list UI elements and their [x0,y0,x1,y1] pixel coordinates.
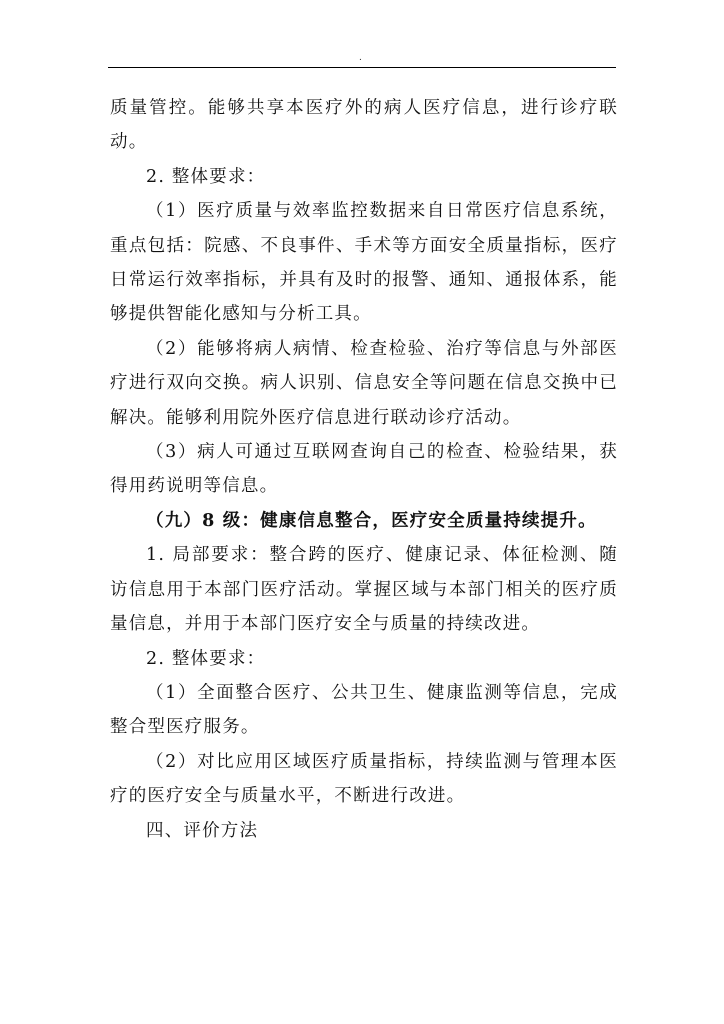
paragraph-item-3: （3）病人可通过互联网查询自己的检查、检验结果，获得用药说明等信息。 [110,442,618,497]
paragraph-overall-requirements-heading-2: 2. 整体要求： [146,648,266,669]
header-rule [108,67,616,68]
paragraph-overall-item-1: （1）全面整合医疗、公共卫生、健康监测等信息，完成整合型医疗服务。 [110,682,618,738]
paragraph-item-1: （1）医疗质量与效率监控数据来自日常医疗信息系统，重点包括：院感、不良事件、手术等方面安全质量指标，医疗日常运行效率指标，并具有及时的报警、通知、通报体系，能够提供智能化感知与分析工具。 [110,201,618,325]
header-mark: . [359,53,362,63]
section-heading-level-8: （九）8 级：健康信息整合，医疗安全质量持续提升。 [146,510,597,531]
paragraph-item-2: （2）能够将病人病情、检查检验、治疗等信息与外部医疗进行双向交换。病人识别、信息安全等问题在信息交换中已解决。能够利用院外医疗信息进行联动诊疗活动。 [110,338,618,428]
paragraph-overall-requirements-heading: 2. 整体要求： [146,166,266,187]
paragraph-continuation: 质量管控。能够共享本医疗外的病人医疗信息，进行诊疗联动。 [110,98,618,153]
document-body [110,91,618,848]
paragraph-local-requirements: 1. 局部要求：整合跨的医疗、健康记录、体征检测、随访信息用于本部门医疗活动。掌握区域与本部门相关的医疗质量信息，并用于本部门医疗安全与质量的持续改进。 [110,545,618,635]
section-heading-evaluation-method: 四、评价方法 [146,820,259,841]
paragraph-overall-item-2: （2）对比应用区域医疗质量指标，持续监测与管理本医疗的医疗安全与质量水平，不断进行改进。 [110,751,618,807]
